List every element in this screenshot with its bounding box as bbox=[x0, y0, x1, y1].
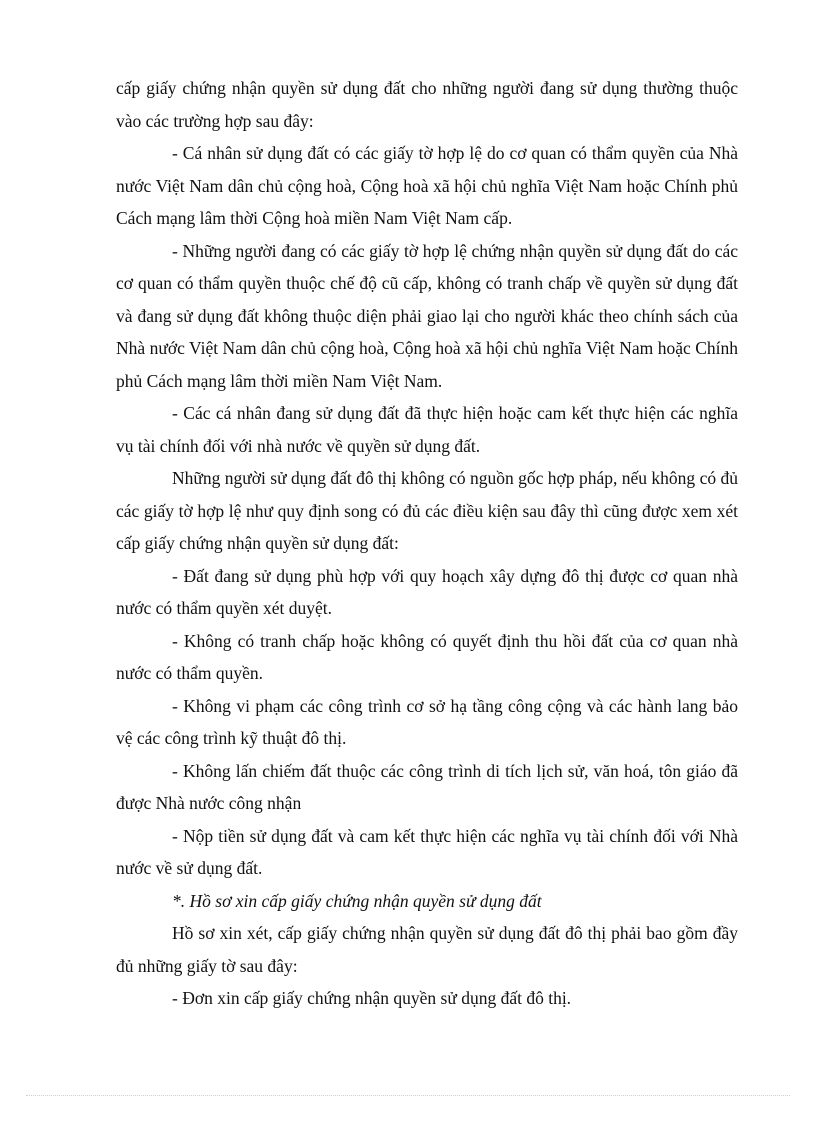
paragraph-dossier: Hồ sơ xin xét, cấp giấy chứng nhận quyền sử dụng đất đô thị phải bao gồm đầy đủ những giấy tờ sau đây: bbox=[116, 923, 738, 976]
list-item-requirement-3: - Không vi phạm các công trình cơ sở hạ tầng công cộng và các hành lang bảo vệ các công trình kỹ thuật đô thị. bbox=[116, 695, 738, 748]
paragraph-illegal-origin: Những người sử dụng đất đô thị không có nguồn gốc hợp pháp, nếu không có đủ các giấy tờ hợp lệ như quy định song có đủ các điều kiện sau đây thì cũng được xem xét cấp giấy chứng nhận quyền sử dụng đất: bbox=[116, 468, 738, 553]
paragraph-continuation: cấp giấy chứng nhận quyền sử dụng đất cho những người đang sử dụng thường thuộc vào các trường hợp sau đây: bbox=[116, 78, 738, 131]
footer-divider bbox=[26, 1095, 790, 1096]
list-item-condition-2: - Những người đang có các giấy tờ hợp lệ chứng nhận quyền sử dụng đất do các cơ quan có thẩm quyền thuộc chế độ cũ cấp, không có tranh chấp về quyền sử dụng đất và đang sử dụng đất không thuộc diện phải giao lại cho người khác theo chính sách của Nhà nước Việt Nam dân chủ cộng hoà, Cộng hoà xã hội chủ nghĩa Việt Nam hoặc Chính phủ Cách mạng lâm thời miền Nam Việt Nam. bbox=[116, 240, 738, 391]
list-item-requirement-2: - Không có tranh chấp hoặc không có quyết định thu hồi đất của cơ quan nhà nước có thẩm quyền. bbox=[116, 630, 738, 683]
document-page bbox=[116, 72, 738, 1015]
list-item-requirement-1: - Đất đang sử dụng phù hợp với quy hoạch xây dựng đô thị được cơ quan nhà nước có thẩm quyền xét duyệt. bbox=[116, 565, 738, 618]
list-item-condition-3: - Các cá nhân đang sử dụng đất đã thực hiện hoặc cam kết thực hiện các nghĩa vụ tài chính đối với nhà nước về quyền sử dụng đất. bbox=[116, 403, 738, 456]
list-item-requirement-4: - Không lấn chiếm đất thuộc các công trình di tích lịch sử, văn hoá, tôn giáo đã được Nhà nước công nhận bbox=[116, 760, 738, 813]
list-item-condition-1: - Cá nhân sử dụng đất có các giấy tờ hợp lệ do cơ quan có thẩm quyền của Nhà nước Việt Nam dân chủ cộng hoà, Cộng hoà xã hội chủ nghĩa Việt Nam hoặc Chính phủ Cách mạng lâm thời Cộng hoà miền Nam Việt Nam cấp. bbox=[116, 143, 738, 228]
section-heading: *. Hồ sơ xin cấp giấy chứng nhận quyền sử dụng đất bbox=[172, 890, 542, 911]
list-item-dossier-1: - Đơn xin cấp giấy chứng nhận quyền sử dụng đất đô thị. bbox=[172, 988, 572, 1008]
list-item-requirement-5: - Nộp tiền sử dụng đất và cam kết thực hiện các nghĩa vụ tài chính đối với Nhà nước về sử dụng đất. bbox=[116, 825, 738, 878]
